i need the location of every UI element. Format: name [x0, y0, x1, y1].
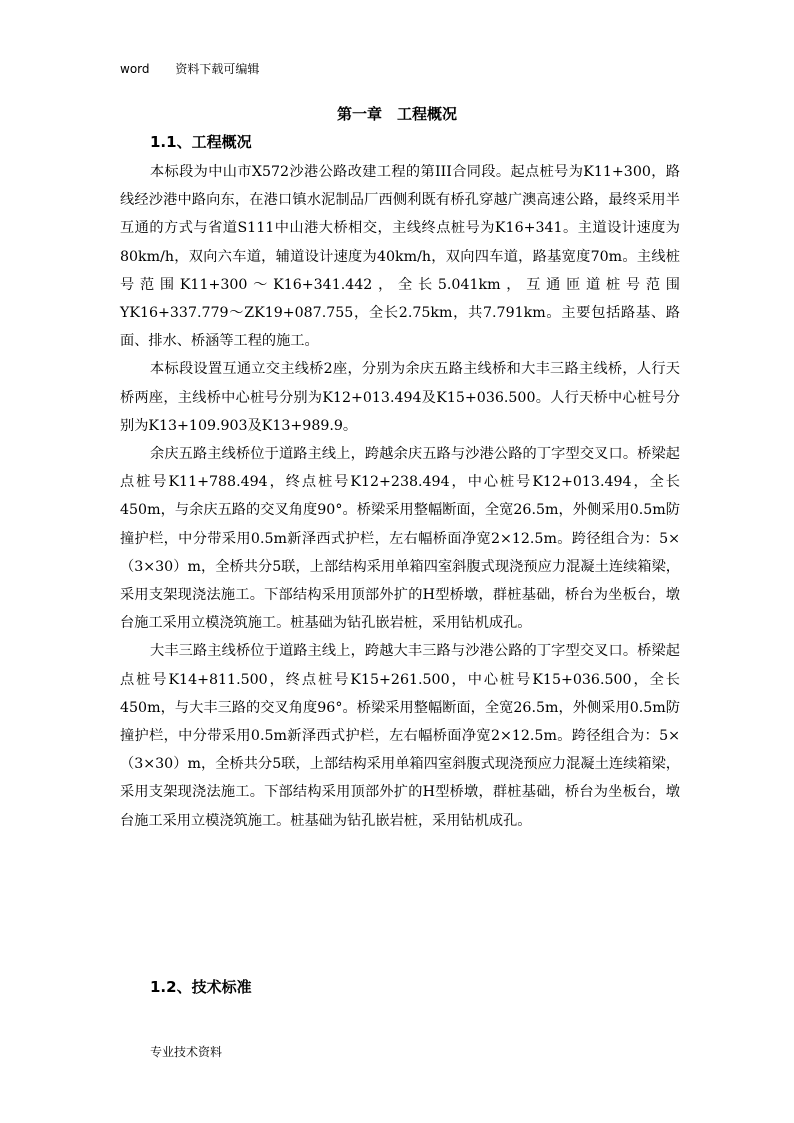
header-word: word [120, 62, 150, 76]
paragraph-1: 本标段为中山市X572沙港公路改建工程的第III合同段。起点桩号为K11+300，路线经沙港中路向东，在港口镇水泥制品厂西侧利既有桥孔穿越广澳高速公路，最终采用半互通的方式与省道S111中山港大桥相交，主线终点桩号为K16+341。主道设计速度为80km/h，双向六车道，辅道设计速度为40km/h，双向四车道，路基宽度70m。主线桩号范围K11+300～K16+341.442，全长5.041km，互通匝道桩号范围YK16+337.779～ZK19+087.755，全长2.75km，共7.791km。主要包括路基、路面、排水、桥涵等工程的施工。 [120, 164, 680, 350]
chapter-title: 第一章 工程概况 [336, 105, 457, 123]
section-heading-1-2: 1.2、技术标准 [150, 978, 252, 996]
page-header [120, 60, 259, 77]
section-heading-1-1: 1.1、工程概况 [150, 133, 252, 151]
header-note: 资料下载可编辑 [175, 62, 260, 76]
paragraph-4: 大丰三路主线桥位于道路主线上，跨越大丰三路与沙港公路的丁字型交叉口。桥梁起点桩号K14+811.500，终点桩号K15+261.500，中心桩号K15+036.500，全长450m，与大丰三路的交叉角度96°。桥梁采用整幅断面，全宽26.5m，外侧采用0.5m防撞护栏，中分带采用0.5m新泽西式护栏，左右幅桥面净宽2×12.5m。跨径组合为：5×（3×30）m，全桥共分5联，上部结构采用单箱四室斜腹式现浇预应力混凝土连续箱梁，采用支架现浇法施工。下部结构采用顶部外扩的H型桥墩，群桩基础，桥台为坐板台，墩台施工采用立模浇筑施工。桩基础为钻孔嵌岩桩，采用钻机成孔。 [120, 643, 680, 829]
paragraph-2: 本标段设置互通立交主线桥2座，分别为余庆五路主线桥和大丰三路主线桥，人行天桥两座，主线桥中心桩号分别为K12+013.494及K15+036.500。人行天桥中心桩号分别为K13+109.903及K13+989.9。 [120, 361, 680, 434]
document-body [120, 158, 680, 835]
paragraph-3: 余庆五路主线桥位于道路主线上，跨越余庆五路与沙港公路的丁字型交叉口。桥梁起点桩号K11+788.494，终点桩号K12+238.494，中心桩号K12+013.494，全长450m，与余庆五路的交叉角度90°。桥梁采用整幅断面，全宽26.5m，外侧采用0.5m防撞护栏，中分带采用0.5m新泽西式护栏，左右幅桥面净宽2×12.5m。跨径组合为：5×（3×30）m，全桥共分5联，上部结构采用单箱四室斜腹式现浇预应力混凝土连续箱梁，采用支架现浇法施工。下部结构采用顶部外扩的H型桥墩，群桩基础，桥台为坐板台，墩台施工采用立模浇筑施工。桩基础为钻孔嵌岩桩，采用钻机成孔。 [120, 446, 680, 632]
page-footer: 专业技术资料 [150, 1045, 223, 1059]
